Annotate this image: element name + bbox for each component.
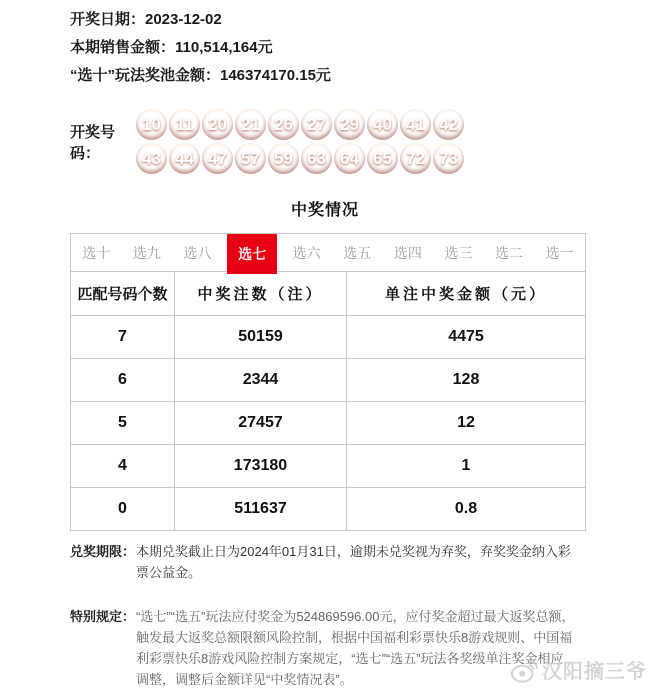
lottery-ball: 64 — [334, 143, 365, 174]
matched-count-cell: 4 — [71, 445, 175, 487]
special-rules-label: 特别规定： — [70, 609, 136, 624]
matched-count-cell: 5 — [71, 402, 175, 444]
lottery-ball: 10 — [136, 109, 167, 140]
special-rules-note — [70, 606, 576, 690]
lottery-ball: 57 — [235, 143, 266, 174]
winning-bets-cell: 511637 — [175, 488, 347, 530]
sales-amount-line: 本期销售金额：110,514,164元 — [70, 39, 273, 56]
play-type-tab[interactable]: 选十 — [82, 244, 111, 261]
special-rules-text: “选七”“选五”玩法应付奖金为524869596.00元，应付奖金超过最大返奖总额，触发最大返奖总额限额风险控制，根据中国福利彩票快乐8游戏规则、中国福利彩票快乐8游戏风险控制方案规定，“选七”“选五”玩法各奖级单注奖金相应调整，调整后金额详见“中奖情况表”。 — [136, 609, 575, 687]
lottery-ball: 42 — [433, 109, 464, 140]
lottery-ball: 47 — [202, 143, 233, 174]
lottery-ball: 43 — [136, 143, 167, 174]
winning-status-panel — [70, 233, 586, 531]
lottery-ball: 27 — [301, 109, 332, 140]
table-row — [71, 359, 585, 402]
ball-row-2 — [136, 143, 464, 174]
lottery-ball: 59 — [268, 143, 299, 174]
column-header-winning-bets: 中奖注数（注） — [175, 272, 347, 315]
table-row — [71, 316, 585, 359]
draw-info-header — [70, 6, 331, 90]
prize-per-bet-cell: 12 — [457, 414, 475, 431]
lottery-ball: 21 — [235, 109, 266, 140]
play-type-tab[interactable]: 选七 — [227, 234, 278, 274]
winning-bets-cell: 173180 — [175, 445, 347, 487]
lottery-ball: 11 — [169, 109, 200, 140]
table-header-row — [71, 272, 585, 316]
column-header-prize-per-bet: 单注中奖金额（元） — [384, 286, 547, 303]
play-type-tab[interactable]: 选二 — [495, 244, 524, 261]
lottery-ball: 41 — [400, 109, 431, 140]
winning-status-title: 中奖情况 — [290, 202, 359, 219]
table-row — [71, 402, 585, 445]
table-row — [71, 488, 585, 530]
matched-count-cell: 0 — [71, 488, 175, 530]
redemption-deadline-label: 兑奖期限： — [70, 544, 136, 559]
weibo-watermark — [510, 655, 647, 684]
lottery-ball: 44 — [169, 143, 200, 174]
prize-pool-line: “选十”玩法奖池金额：146374170.15元 — [70, 67, 331, 84]
ball-grid — [136, 109, 464, 174]
drawn-numbers-label: 开奖号码： — [70, 123, 116, 162]
lottery-ball: 63 — [301, 143, 332, 174]
prize-per-bet-cell: 4475 — [448, 328, 484, 345]
redemption-deadline-note — [70, 541, 576, 583]
play-type-tabs — [71, 234, 585, 272]
lottery-ball: 29 — [334, 109, 365, 140]
matched-count-cell: 6 — [71, 359, 175, 401]
lottery-ball: 73 — [433, 143, 464, 174]
lottery-ball: 72 — [400, 143, 431, 174]
lottery-ball: 26 — [268, 109, 299, 140]
drawn-numbers-section — [70, 109, 464, 174]
draw-date-line: 开奖日期：2023-12-02 — [70, 11, 222, 28]
lottery-ball: 20 — [202, 109, 233, 140]
lottery-ball: 65 — [367, 143, 398, 174]
table-body — [71, 316, 585, 530]
play-type-tab[interactable]: 选九 — [132, 244, 161, 261]
prize-per-bet-cell: 128 — [452, 371, 480, 388]
play-type-tab[interactable]: 选一 — [545, 244, 574, 261]
watermark-text: 汉阳摘三爷 — [542, 661, 647, 683]
lottery-ball: 40 — [367, 109, 398, 140]
redemption-deadline-text: 本期兑奖截止日为2024年01月31日，逾期未兑奖视为弃奖，弃奖奖金纳入彩票公益金。 — [136, 544, 571, 580]
footnotes — [70, 541, 576, 690]
weibo-logo-icon — [510, 657, 540, 683]
prize-per-bet-cell: 0.8 — [454, 500, 478, 517]
winning-bets-cell: 27457 — [175, 402, 347, 444]
ball-row-1 — [136, 109, 464, 140]
play-type-tab[interactable]: 选六 — [292, 244, 321, 261]
table-row — [71, 445, 585, 488]
prize-per-bet-cell: 1 — [461, 457, 471, 474]
winning-bets-cell: 2344 — [175, 359, 347, 401]
matched-count-cell: 7 — [71, 316, 175, 358]
play-type-tab[interactable]: 选八 — [183, 244, 212, 261]
winning-bets-cell: 50159 — [175, 316, 347, 358]
column-header-matched-count: 匹配号码个数 — [71, 272, 175, 315]
play-type-tab[interactable]: 选五 — [343, 244, 372, 261]
play-type-tab[interactable]: 选四 — [393, 244, 422, 261]
play-type-tab[interactable]: 选三 — [444, 244, 473, 261]
